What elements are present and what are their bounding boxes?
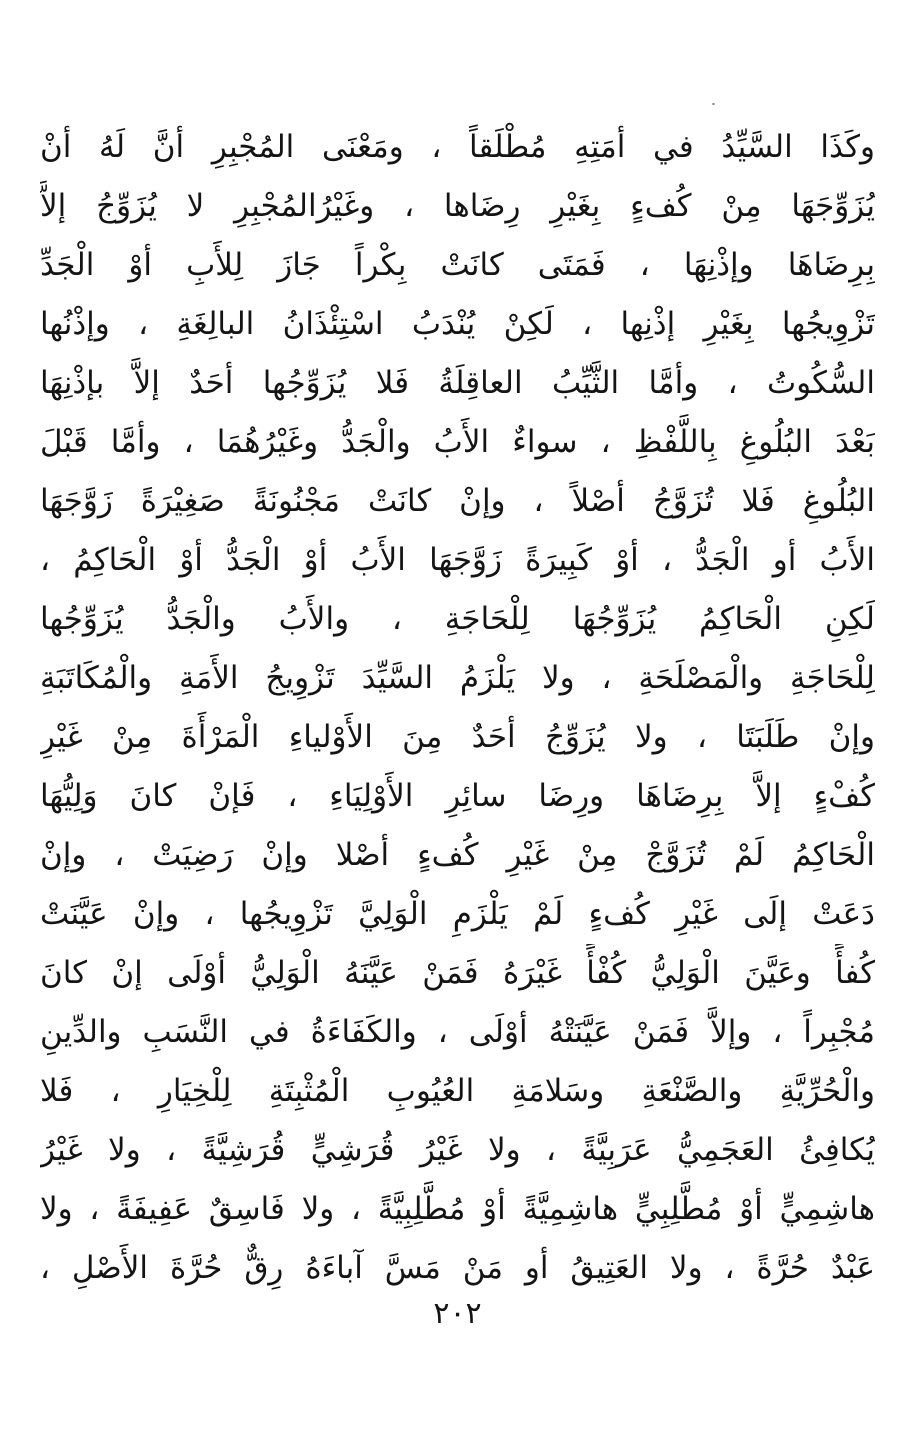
text-line: هاشِمِيٍّ أوْ مُطَّلِبِيٍّ هاشِمِيَّةً أوْ مُطَّلِبِيَّةً ، ولا فَاسِقٌ عَفِيفَةً ، ولا — [40, 1191, 875, 1227]
text-line: كُفْءٍ إلاَّ بِرِضَاهَا ورِضَا سائِرِ الأَوْلِيَاءِ ، فَإنْ كانَ وَلِيُّهَا — [40, 778, 875, 814]
text-line: وإنْ طَلَبَتَا ، ولا يُزَوِّجُ أحَدٌ مِنَ الأَوْلياءِ الْمَرْأَةَ مِنْ غَيْرِ — [40, 719, 875, 755]
text-line: لِلْحَاجَةِ والْمَصْلَحَةِ ، ولا يَلْزَمُ السَّيِّدَ تَزْوِيجُ الأَمَةِ والْمُكَاتَبَةِ — [40, 660, 875, 696]
text-line: وكَذَا السَّيِّدُ في أمَتِهِ مُطْلَقاً ، ومَعْنَى المُجْبِرِ أنَّ لَهُ أنْ — [40, 129, 875, 165]
text-line: تَزْوِيجُها بِغَيْرِ إذْنِها ، لَكِنْ يُنْدَبُ اسْتِئْذَانُ البالِغَةِ ، وإذْنُها — [40, 306, 875, 342]
text-line: بَعْدَ البُلُوغِ بِاللَّفْظِ ، سواءٌ الأَبُ والْجَدُّ وغَيْرُهُمَا ، وأمَّا قَبْلَ — [40, 424, 875, 460]
text-line: البُلُوغِ فَلا تُزَوَّجُ أصْلاً ، وإنْ كانَتْ مَجْنُونَةً صَغِيْرَةً زَوَّجَهَا — [40, 483, 875, 519]
text-line: عَبْدٌ حُرَّةً ، ولا العَتِيقُ أو مَنْ مَسَّ آباءَهُ رِقٌّ حُرَّةَ الأَصْلِ ، — [40, 1250, 875, 1286]
text-line: السُّكُوتُ ، وأمَّا الثَّيِّبُ العاقِلَةُ فَلا يُزَوِّجُها أحَدٌ إلاَّ بإذْنِهَا — [40, 365, 875, 401]
body-text — [40, 118, 875, 1298]
text-line: الْحَاكِمُ لَمْ تُزَوَّجْ مِنْ غَيْرِ كُفءٍ أصْلا وإنْ رَضِيَتْ ، وإنْ — [40, 837, 875, 873]
text-line: بِرِضَاهَا وإذْنِهَا ، فَمَتَى كانَتْ بِكْراً جَازَ لِلأَبِ أوْ الْجَدِّ — [40, 247, 875, 283]
page-number: ٢٠٢ — [433, 1296, 482, 1331]
text-line: يُزَوِّجَهَا مِنْ كُفءٍ بِغَيْرِ رِضَاها ، وغَيْرُالمُجْبِرِ لا يُزَوِّجُ إلاَّ — [40, 188, 875, 224]
scan-speck — [712, 103, 715, 105]
text-line: مُجْبِراً ، وإلاَّ فَمَنْ عَيَّنَتْهُ أوْلَى ، والكَفَاءَةُ في النَّسَبِ والدِّينِ — [40, 1014, 875, 1050]
text-line: يُكافِئُ العَجَمِيُّ عَرَبِيَّةً ، ولا غَيْرُ قُرَشِيٍّ قُرَشِيَّةً ، ولا غَيْرُ — [40, 1132, 875, 1168]
text-line: الأَبُ أو الْجَدُّ ، أوْ كَبِيرَةً زَوَّجَهَا الأَبُ أوْ الْجَدُّ أوْ الْحَاكِمُ ، — [40, 542, 875, 578]
text-line: كُفأً وعَيَّنَ الْوَلِيُّ كُفْأً غَيْرَهُ فَمَنْ عَيَّنَهُ الْوَلِيُّ أوْلَى إنْ كانَ — [40, 955, 875, 991]
text-line: والْحُرِّيَّةِ والصَّنْعَةِ وسَلامَةِ العُيُوبِ الْمُثْبِتَةِ لِلْخِيَارِ ، فَلا — [40, 1073, 875, 1109]
text-line: لَكِنِ الْحَاكِمُ يُزَوِّجُهَا لِلْحَاجَةِ ، والأَبُ والْجَدُّ يُزَوِّجُها — [40, 601, 875, 637]
text-line: دَعَتْ إلَى غَيْرِ كُفءٍ لَمْ يَلْزَمِ الْوَلِيَّ تَزْوِيجُها ، وإنْ عَيَّنَتْ — [40, 896, 875, 932]
